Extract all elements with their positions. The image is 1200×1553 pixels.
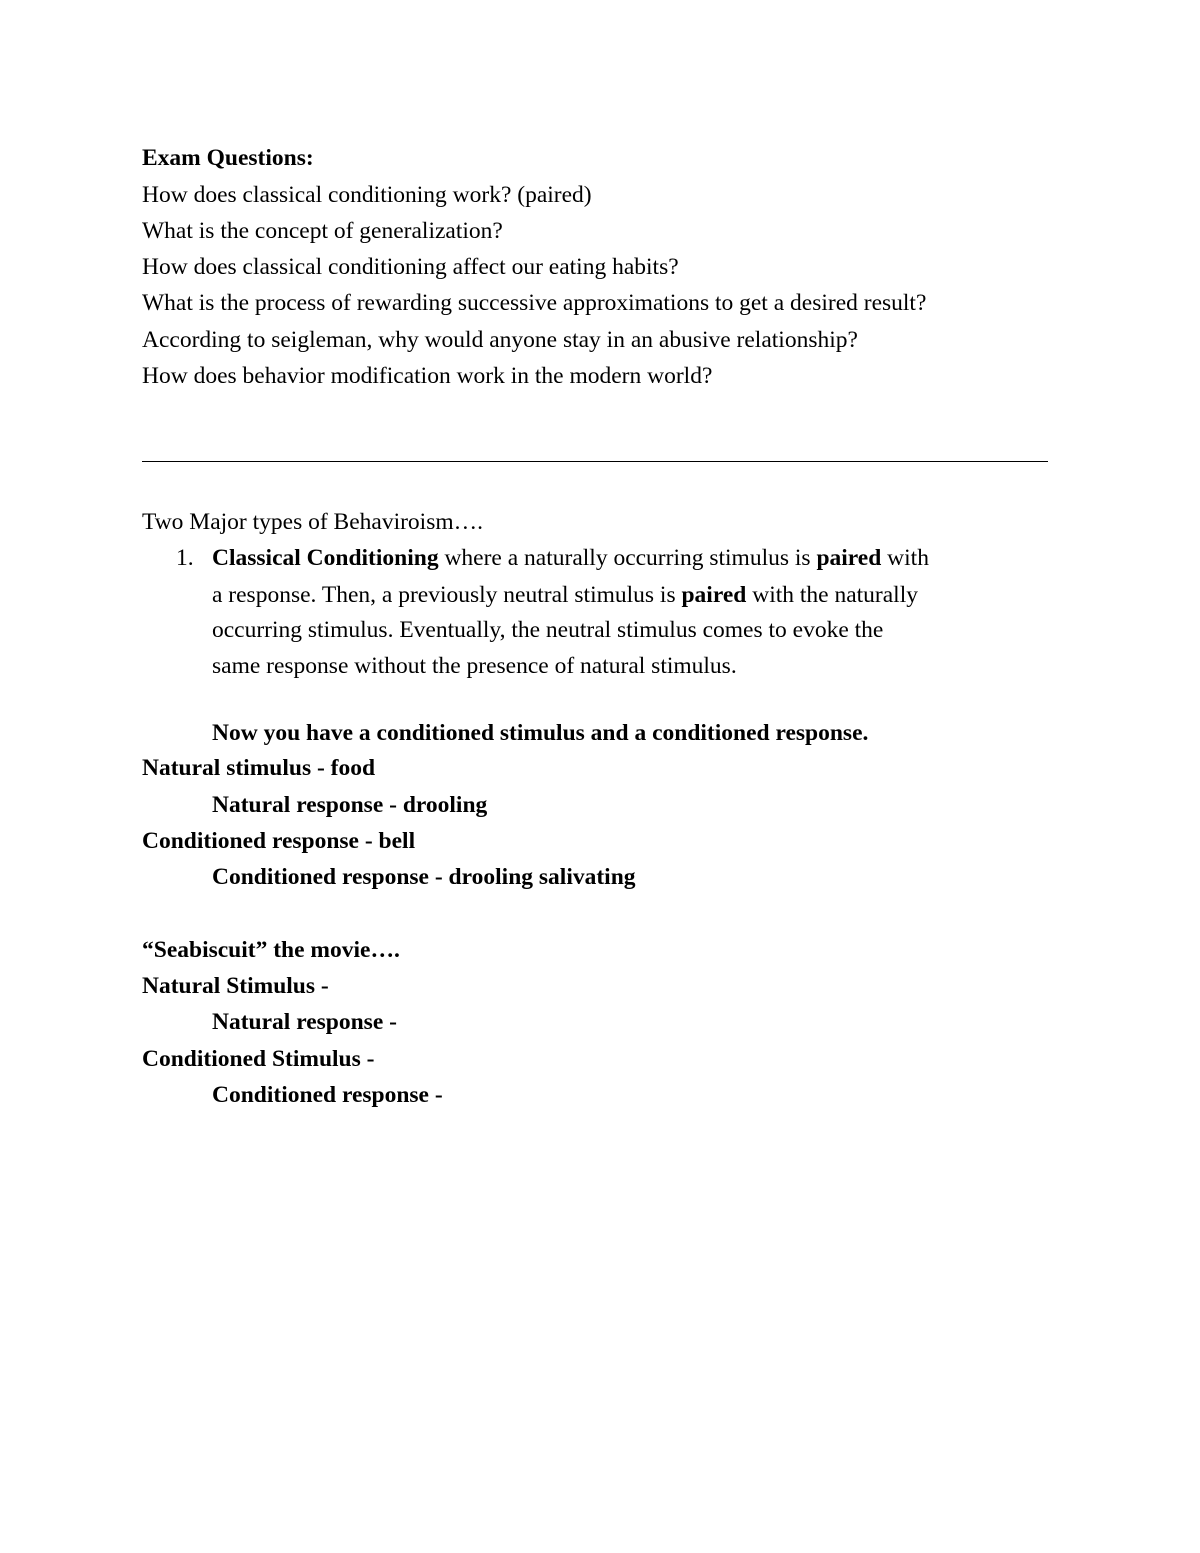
list-item-line: same response without the presence of natural stimulus. <box>212 653 737 679</box>
text-span: with the naturally <box>746 582 918 608</box>
list-item-line: occurring stimulus. Eventually, the neutral stimulus comes to evoke the <box>212 617 884 643</box>
emphasis-paired: paired <box>816 545 882 571</box>
text-span: a response. Then, a previously neutral stimulus is <box>212 582 682 608</box>
pair-row: Natural stimulus - food <box>142 755 376 781</box>
exam-question: How does classical conditioning affect our eating habits? <box>142 254 679 280</box>
text-span: where a naturally occurring stimulus is <box>438 545 817 571</box>
list-item-line <box>212 540 929 576</box>
exam-heading: Exam Questions: <box>142 145 314 171</box>
seabiscuit-row: Natural response - <box>212 1009 397 1035</box>
text-span: with <box>881 545 929 571</box>
emphasis-paired: paired <box>681 582 747 608</box>
exam-question: What is the concept of generalization? <box>142 218 503 244</box>
behaviorism-intro: Two Major types of Behaviroism…. <box>142 509 484 535</box>
summary-line: Now you have a conditioned stimulus and a conditioned response. <box>212 720 869 746</box>
exam-question: How does classical conditioning work? (paired) <box>142 182 592 208</box>
exam-question: How does behavior modification work in the modern world? <box>142 363 713 389</box>
seabiscuit-row: Conditioned response - <box>212 1082 443 1108</box>
seabiscuit-row: Conditioned Stimulus - <box>142 1046 375 1072</box>
list-item-line <box>212 577 918 613</box>
list-number: 1. <box>176 545 194 571</box>
seabiscuit-row: Natural Stimulus - <box>142 973 329 999</box>
pair-row: Conditioned response - bell <box>142 828 416 854</box>
pair-row: Natural response - drooling <box>212 792 488 818</box>
horizontal-rule <box>142 461 1048 462</box>
exam-question: What is the process of rewarding successive approximations to get a desired result? <box>142 290 927 316</box>
pair-row: Conditioned response - drooling salivating <box>212 864 636 890</box>
exam-question: According to seigleman, why would anyone stay in an abusive relationship? <box>142 327 858 353</box>
term-classical-conditioning: Classical Conditioning <box>212 545 439 571</box>
seabiscuit-title: “Seabiscuit” the movie…. <box>142 937 400 963</box>
